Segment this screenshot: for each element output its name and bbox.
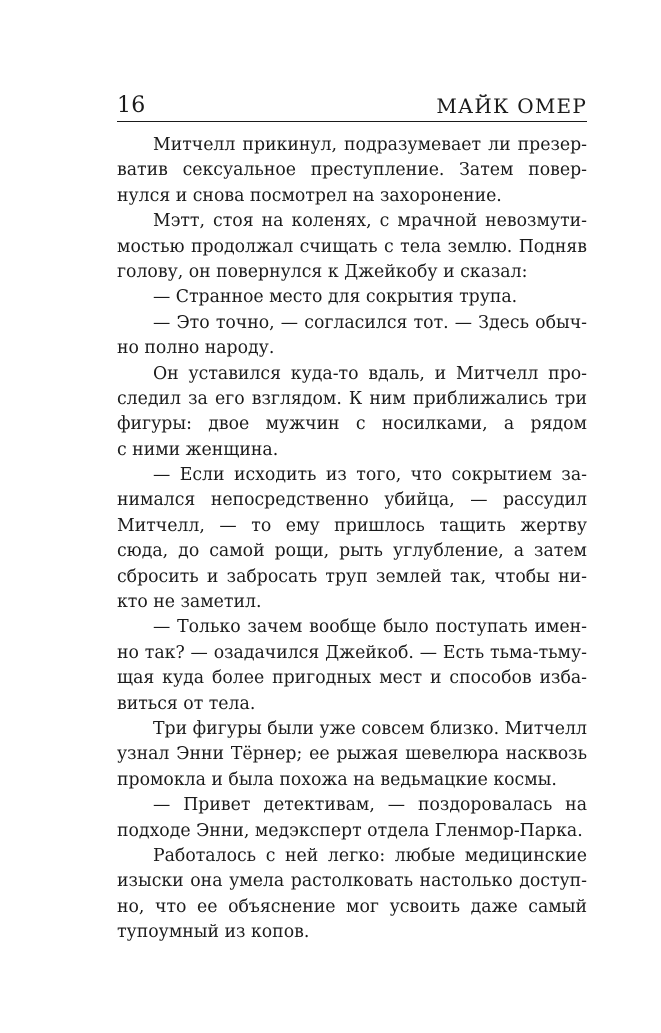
text-line: кто не заметил. [117,592,262,613]
paragraph [117,362,587,464]
text-line: ватив сексуальное преступление. Затем повер- [117,160,587,181]
running-head [117,88,587,122]
paragraph [117,717,587,793]
text-line: — Если исходить из того, что сокрытием за- [153,465,587,486]
text-line: промокла и была похожа на ведьмацкие космы. [117,769,557,790]
text-line: следил за его взглядом. К ним приближались три [117,388,587,409]
text-line: мостью продолжал счищать с тела землю. Подняв [117,236,587,257]
text-line: сбросить и забросать труп землей так, чтобы ни- [117,566,587,587]
text-line: тупоумный из копов. [117,922,310,943]
text-line: щая куда более пригодных мест и способов изба- [117,668,587,689]
text-line: Три фигуры были уже совсем близко. Митчелл [153,718,587,739]
book-page [117,88,587,946]
text-line: — Только зачем вообще было поступать имен- [153,617,587,638]
text-line: виться от тела. [117,693,256,714]
text-line: Работалось с ней легко: любые медицинские [153,845,587,866]
text-line: сюда, до самой рощи, рыть углубление, а затем [117,541,587,562]
paragraph [117,285,587,310]
text-line: но так? — озадачился Джейкоб. — Есть тьма-тьму- [117,642,587,663]
paragraph [117,793,587,844]
text-line: но, что ее объяснение мог усвоить даже самый [117,896,587,917]
paragraph [117,463,587,615]
text-line: Митчелл прикинул, подразумевает ли презер- [153,135,587,155]
body-text [117,133,587,946]
text-line: Митчелл, — то ему пришлось тащить жертву [117,515,587,536]
paragraph [117,311,587,362]
text-line: узнал Энни Тёрнер; ее рыжая шевелюра насквозь [117,744,587,765]
text-line: подходе Энни, медэксперт отдела Гленмор-Парка. [117,820,583,841]
author-name: МАЙК ОМЕР [436,94,587,118]
text-line: нулся и снова посмотрел на захоронение. [117,185,502,206]
paragraph [117,133,587,209]
text-line: голову, он повернулся к Джейкобу и сказал: [117,261,528,282]
page-number: 16 [117,93,146,118]
text-line: — Привет детективам, — поздоровалась на [153,795,587,816]
text-line: но полно народу. [117,338,275,359]
text-line: Он уставился куда-то вдаль, и Митчелл про- [153,363,587,384]
text-line: фигуры: двое мужчин с носилками, а рядом [117,414,587,435]
paragraph [117,615,587,717]
text-line: нимался непосредственно убийца, — рассудил [117,490,587,511]
text-line: с ними женщина. [117,439,279,460]
text-line: — Это точно, — согласился тот. — Здесь обыч- [153,312,587,333]
text-line: Мэтт, стоя на коленях, с мрачной невозмути- [153,211,587,232]
paragraph [117,209,587,285]
text-line: изыски она умела растолковать настолько доступ- [117,871,587,892]
text-line: — Странное место для сокрытия трупа. [153,287,518,308]
paragraph [117,844,587,946]
